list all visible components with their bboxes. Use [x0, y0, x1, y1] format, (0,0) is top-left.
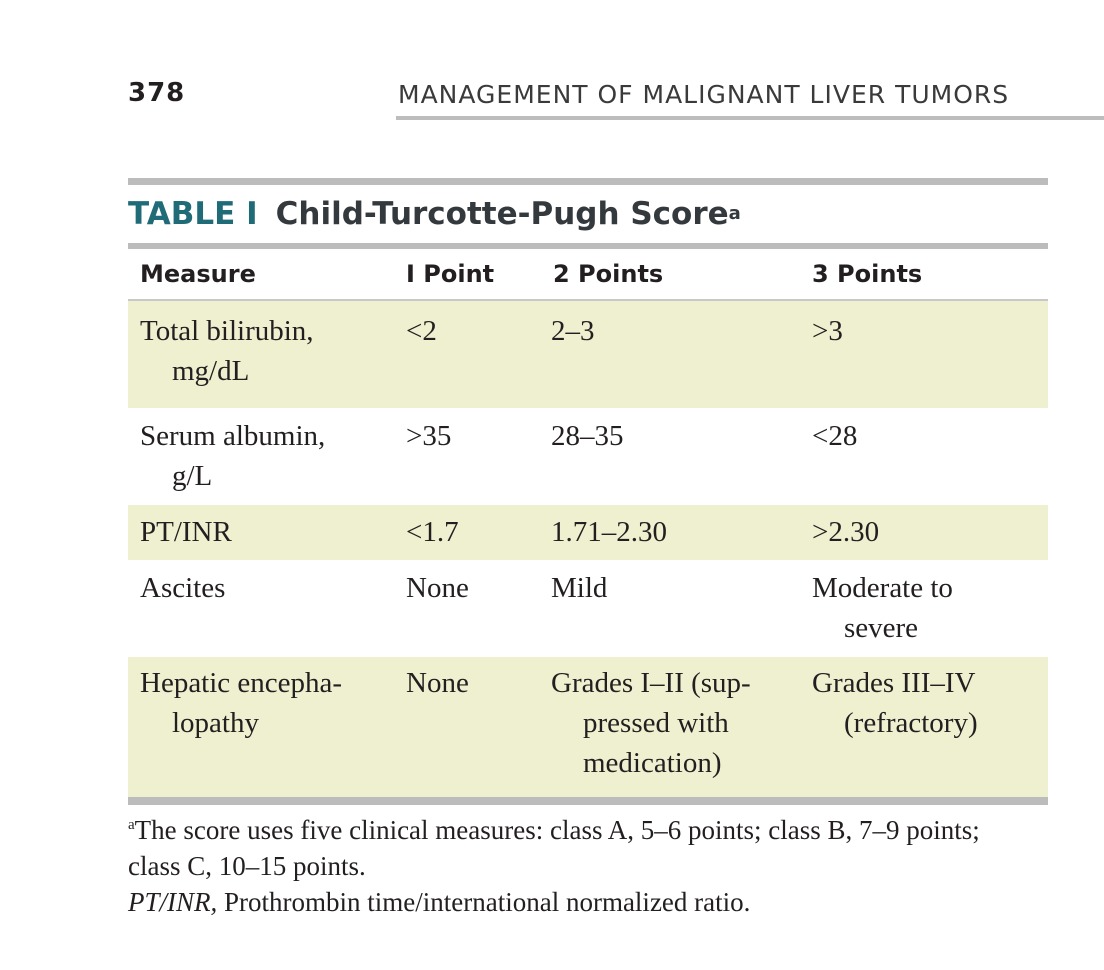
cell-2-points-line: pressed with [583, 707, 729, 739]
cell-1-point: <1.7 [406, 516, 459, 548]
cell-measure-line: Ascites [140, 572, 226, 604]
cell-3-points [808, 568, 1048, 657]
cell-3-points-line: severe [844, 612, 919, 644]
cell-measure [128, 311, 398, 408]
cell-measure [128, 512, 398, 560]
cell-measure-line: mg/dL [172, 355, 250, 387]
cell-3-points: >3 [812, 315, 843, 347]
cell-measure-line: g/L [172, 460, 213, 492]
footnote-text-line: The score uses five clinical measures: class A, 5–6 points; class B, 7–9 points; [134, 815, 980, 845]
cell-measure-line: lopathy [172, 707, 259, 739]
table-footnotes [128, 812, 1068, 920]
table-label: TABLE I [128, 196, 258, 232]
footnote-mark: a [128, 817, 135, 833]
column-header-2-points: 2 Points [553, 260, 664, 288]
table-top-rule [128, 178, 1048, 185]
cell-measure-line: Hepatic encepha- [140, 667, 343, 699]
column-header-1-point: I Point [406, 260, 495, 288]
cell-2-points: 1.71–2.30 [551, 516, 667, 548]
cell-2-points: 2–3 [551, 315, 595, 347]
table-row [128, 505, 1048, 560]
cell-2-points: 28–35 [551, 420, 624, 452]
footnote-abbreviation [128, 884, 1068, 920]
cell-2-points-line: Grades I–II (sup- [551, 667, 751, 699]
abbreviation-term: PT/INR, [128, 887, 218, 917]
cell-measure [128, 663, 398, 797]
cell-2-points-line: medication) [583, 747, 722, 779]
page-number: 378 [128, 78, 186, 108]
cell-measure-line: Serum albumin, [140, 420, 326, 452]
cell-3-points: <28 [812, 420, 858, 452]
cell-1-point: None [406, 572, 469, 604]
running-head-rule [396, 116, 1104, 120]
column-header-measure: Measure [140, 260, 256, 288]
table-row [128, 408, 1048, 505]
cell-1-point: >35 [406, 420, 452, 452]
cell-measure-line: PT/INR [140, 516, 232, 548]
footnote-a [128, 812, 1068, 848]
running-head: MANAGEMENT OF MALIGNANT LIVER TUMORS [398, 80, 1010, 109]
column-header-3-points: 3 Points [812, 260, 923, 288]
table-bottom-rule [128, 797, 1048, 805]
cell-3-points-line: Grades III–IV [812, 667, 976, 699]
abbreviation-definition: Prothrombin time/international normalized ratio. [217, 887, 751, 917]
cell-1-point: <2 [406, 315, 437, 347]
cell-3-points-line: Moderate to [812, 572, 953, 604]
cell-3-points-line: (refractory) [844, 707, 978, 739]
table-title: Child-Turcotte-Pugh Score [275, 196, 729, 232]
footnote-text-line: class C, 10–15 points. [128, 851, 366, 881]
cell-2-points [543, 663, 808, 797]
table-header-row [128, 249, 1048, 301]
table-row [128, 560, 1048, 657]
cell-2-points: Mild [551, 572, 608, 604]
table-row [128, 657, 1048, 797]
table [128, 178, 1048, 805]
cell-3-points: >2.30 [812, 516, 880, 548]
cell-measure-line: Total bilirubin, [140, 315, 314, 347]
table-caption: TABLE I Child-Turcotte-Pugh Score a [128, 196, 741, 232]
cell-measure [128, 416, 398, 505]
cell-1-point: None [406, 667, 469, 699]
cell-measure [128, 568, 398, 657]
cell-3-points [808, 663, 1048, 797]
table-row [128, 301, 1048, 408]
